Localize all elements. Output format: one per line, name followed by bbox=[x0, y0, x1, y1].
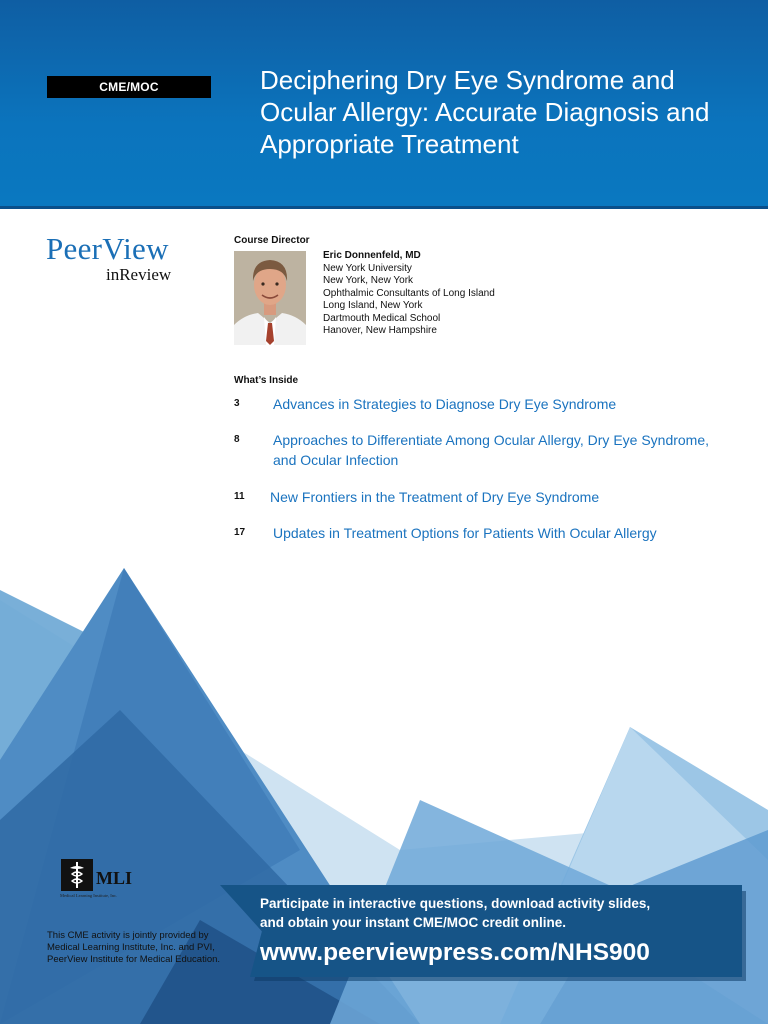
caduceus-icon bbox=[60, 858, 94, 892]
affiliation-line: New York, New York bbox=[323, 275, 414, 286]
mli-wordmark: MLI bbox=[96, 868, 132, 888]
affiliation-line: Dartmouth Medical School bbox=[323, 312, 441, 324]
director-photo bbox=[234, 251, 306, 345]
toc-page-number: 17 bbox=[234, 527, 246, 538]
toc-page-number: 11 bbox=[234, 491, 245, 502]
director-name: Eric Donnenfeld, MD bbox=[323, 250, 421, 261]
affiliation-line: Long Island, New York bbox=[323, 300, 423, 311]
portrait-illustration bbox=[234, 251, 306, 345]
cta-line: Participate in interactive questions, download activity slides, bbox=[260, 896, 651, 911]
toc-page-number: 3 bbox=[234, 398, 240, 409]
logo-wordmark: PeerView bbox=[46, 231, 169, 266]
toc-link-continued[interactable]: and Ocular Infection bbox=[273, 452, 399, 468]
joint-provider-line: PeerView Institute for Medical Education. bbox=[47, 954, 221, 965]
affiliation-line: Hanover, New Hampshire bbox=[323, 325, 437, 336]
course-director-label: Course Director bbox=[234, 235, 310, 246]
affiliation-line: New York University bbox=[323, 262, 412, 274]
toc-link[interactable]: Updates in Treatment Options for Patients With Ocular Allergy bbox=[273, 525, 657, 541]
mli-logo bbox=[60, 856, 160, 900]
logo-subtitle: inReview bbox=[106, 265, 172, 284]
toc-link[interactable]: Approaches to Differentiate Among Ocular Allergy, Dry Eye Syndrome, bbox=[273, 432, 710, 448]
joint-provider-note bbox=[47, 930, 247, 966]
cme-moc-badge: CME/MOC bbox=[47, 76, 211, 98]
toc-link[interactable]: New Frontiers in the Treatment of Dry Eye Syndrome bbox=[270, 489, 600, 505]
peerview-logo bbox=[46, 232, 206, 284]
toc-link[interactable]: Advances in Strategies to Diagnose Dry Eye Syndrome bbox=[273, 396, 617, 412]
cta-url-link[interactable]: www.peerviewpress.com/NHS900 bbox=[260, 939, 650, 966]
cta-content bbox=[260, 894, 720, 968]
director-details bbox=[323, 250, 495, 338]
header-divider bbox=[0, 206, 768, 209]
cta-line: and obtain your instant CME/MOC credit online. bbox=[260, 915, 567, 930]
whats-inside-label: What’s Inside bbox=[234, 375, 299, 386]
affiliation-line: Ophthalmic Consultants of Long Island bbox=[323, 287, 495, 299]
toc-page-number: 8 bbox=[234, 434, 240, 445]
joint-provider-line: This CME activity is jointly provided by bbox=[47, 930, 209, 941]
joint-provider-line: Medical Learning Institute, Inc. and PVI, bbox=[47, 942, 215, 953]
mli-caption: Medical Learning Institute, Inc. bbox=[60, 893, 118, 898]
publication-title: Deciphering Dry Eye Syndrome and Ocular Allergy: Accurate Diagnosis and Appropriate Treatment bbox=[260, 65, 710, 159]
